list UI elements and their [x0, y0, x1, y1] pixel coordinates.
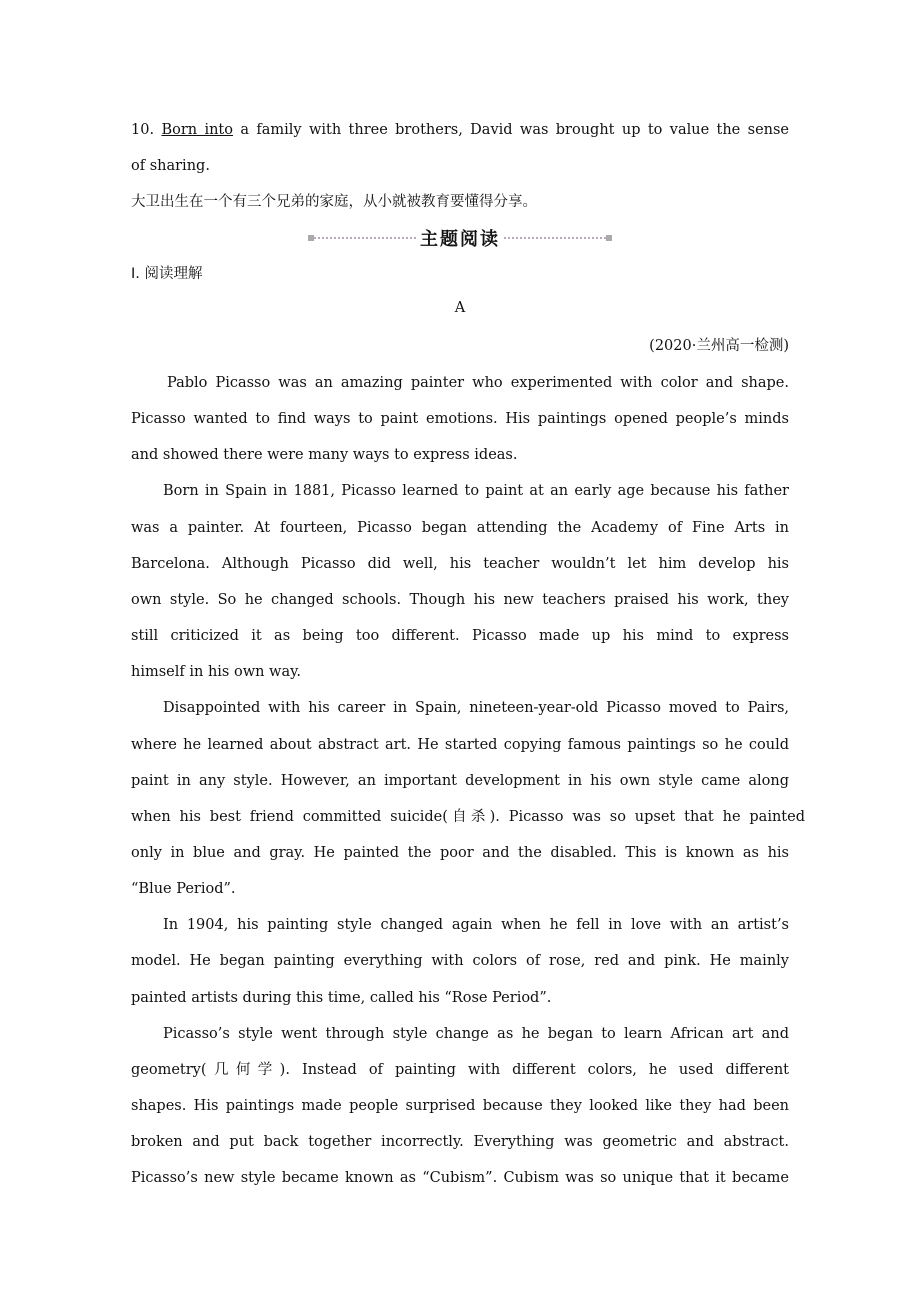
- question-10-line-1: [131, 120, 789, 140]
- passage-line: “Blue Period”.: [131, 881, 236, 898]
- question-10-line-2: of sharing.: [131, 158, 210, 174]
- passage-line: where he learned about abstract art. He started copying famous paintings so he could: [131, 736, 789, 753]
- section-title: 主题阅读: [420, 229, 500, 250]
- passage-line: painted artists during this time, called his “Rose Period”.: [131, 989, 552, 1006]
- section-header: [308, 226, 612, 250]
- passage-line: only in blue and gray. He painted the poor and the disabled. This is known as his: [131, 844, 789, 861]
- passage-line: Born in Spain in 1881, Picasso learned to paint at an early age because his father: [163, 483, 789, 500]
- key-phrase: Born into: [161, 122, 233, 138]
- passage-line: geometry(几何学). Instead of painting with different colors, he used different: [131, 1061, 789, 1078]
- passage-line: shapes. His paintings made people surprised because they looked like they had been: [131, 1098, 789, 1114]
- passage-line: still criticized it as being too different. Picasso made up his mind to express: [131, 628, 789, 645]
- passage-line: In 1904, his painting style changed again when he fell in love with an artist’s: [163, 917, 789, 934]
- ornament-icon: [606, 235, 612, 241]
- passage-line: model. He began painting everything with colors of rose, red and pink. He mainly: [131, 953, 789, 970]
- passage-line: Pablo Picasso was an amazing painter who experimented with color and shape.: [167, 375, 789, 391]
- passage-line: Disappointed with his career in Spain, nineteen-year-old Picasso moved to Pairs,: [163, 700, 789, 717]
- part-heading: Ⅰ. 阅读理解: [131, 266, 203, 282]
- passage-line: was a painter. At fourteen, Picasso began attending the Academy of Fine Arts in: [131, 519, 789, 536]
- passage-line: and showed there were many ways to express ideas.: [131, 447, 518, 464]
- passage-label: A: [454, 300, 466, 316]
- question-number: 10.: [131, 122, 155, 138]
- passage-line: broken and put back together incorrectly. Everything was geometric and abstract.: [131, 1134, 789, 1151]
- source-note: (2020·兰州高一检测): [649, 338, 789, 354]
- passage-line: Picasso’s new style became known as “Cubism”. Cubism was so unique that it became: [131, 1170, 789, 1187]
- passage-line: Picasso wanted to find ways to paint emotions. His paintings opened people’s minds: [131, 411, 789, 428]
- passage-line: Barcelona. Although Picasso did well, his teacher wouldn’t let him develop his: [131, 555, 789, 572]
- divider: [314, 237, 416, 239]
- passage-line: Picasso’s style went through style change as he began to learn African art and: [163, 1025, 789, 1042]
- sentence-text: a family with three brothers, David was brought up to value the sense: [233, 122, 790, 138]
- passage-line: paint in any style. However, an important development in his own style came along: [131, 772, 789, 789]
- translation: 大卫出生在一个有三个兄弟的家庭，从小就被教育要懂得分享。: [131, 194, 537, 210]
- passage-line: himself in his own way.: [131, 664, 301, 681]
- passage-line: own style. So he changed schools. Though his new teachers praised his work, they: [131, 591, 789, 608]
- passage-line: when his best friend committed suicide(自杀). Picasso was so upset that he painted: [131, 808, 805, 825]
- divider: [504, 237, 606, 239]
